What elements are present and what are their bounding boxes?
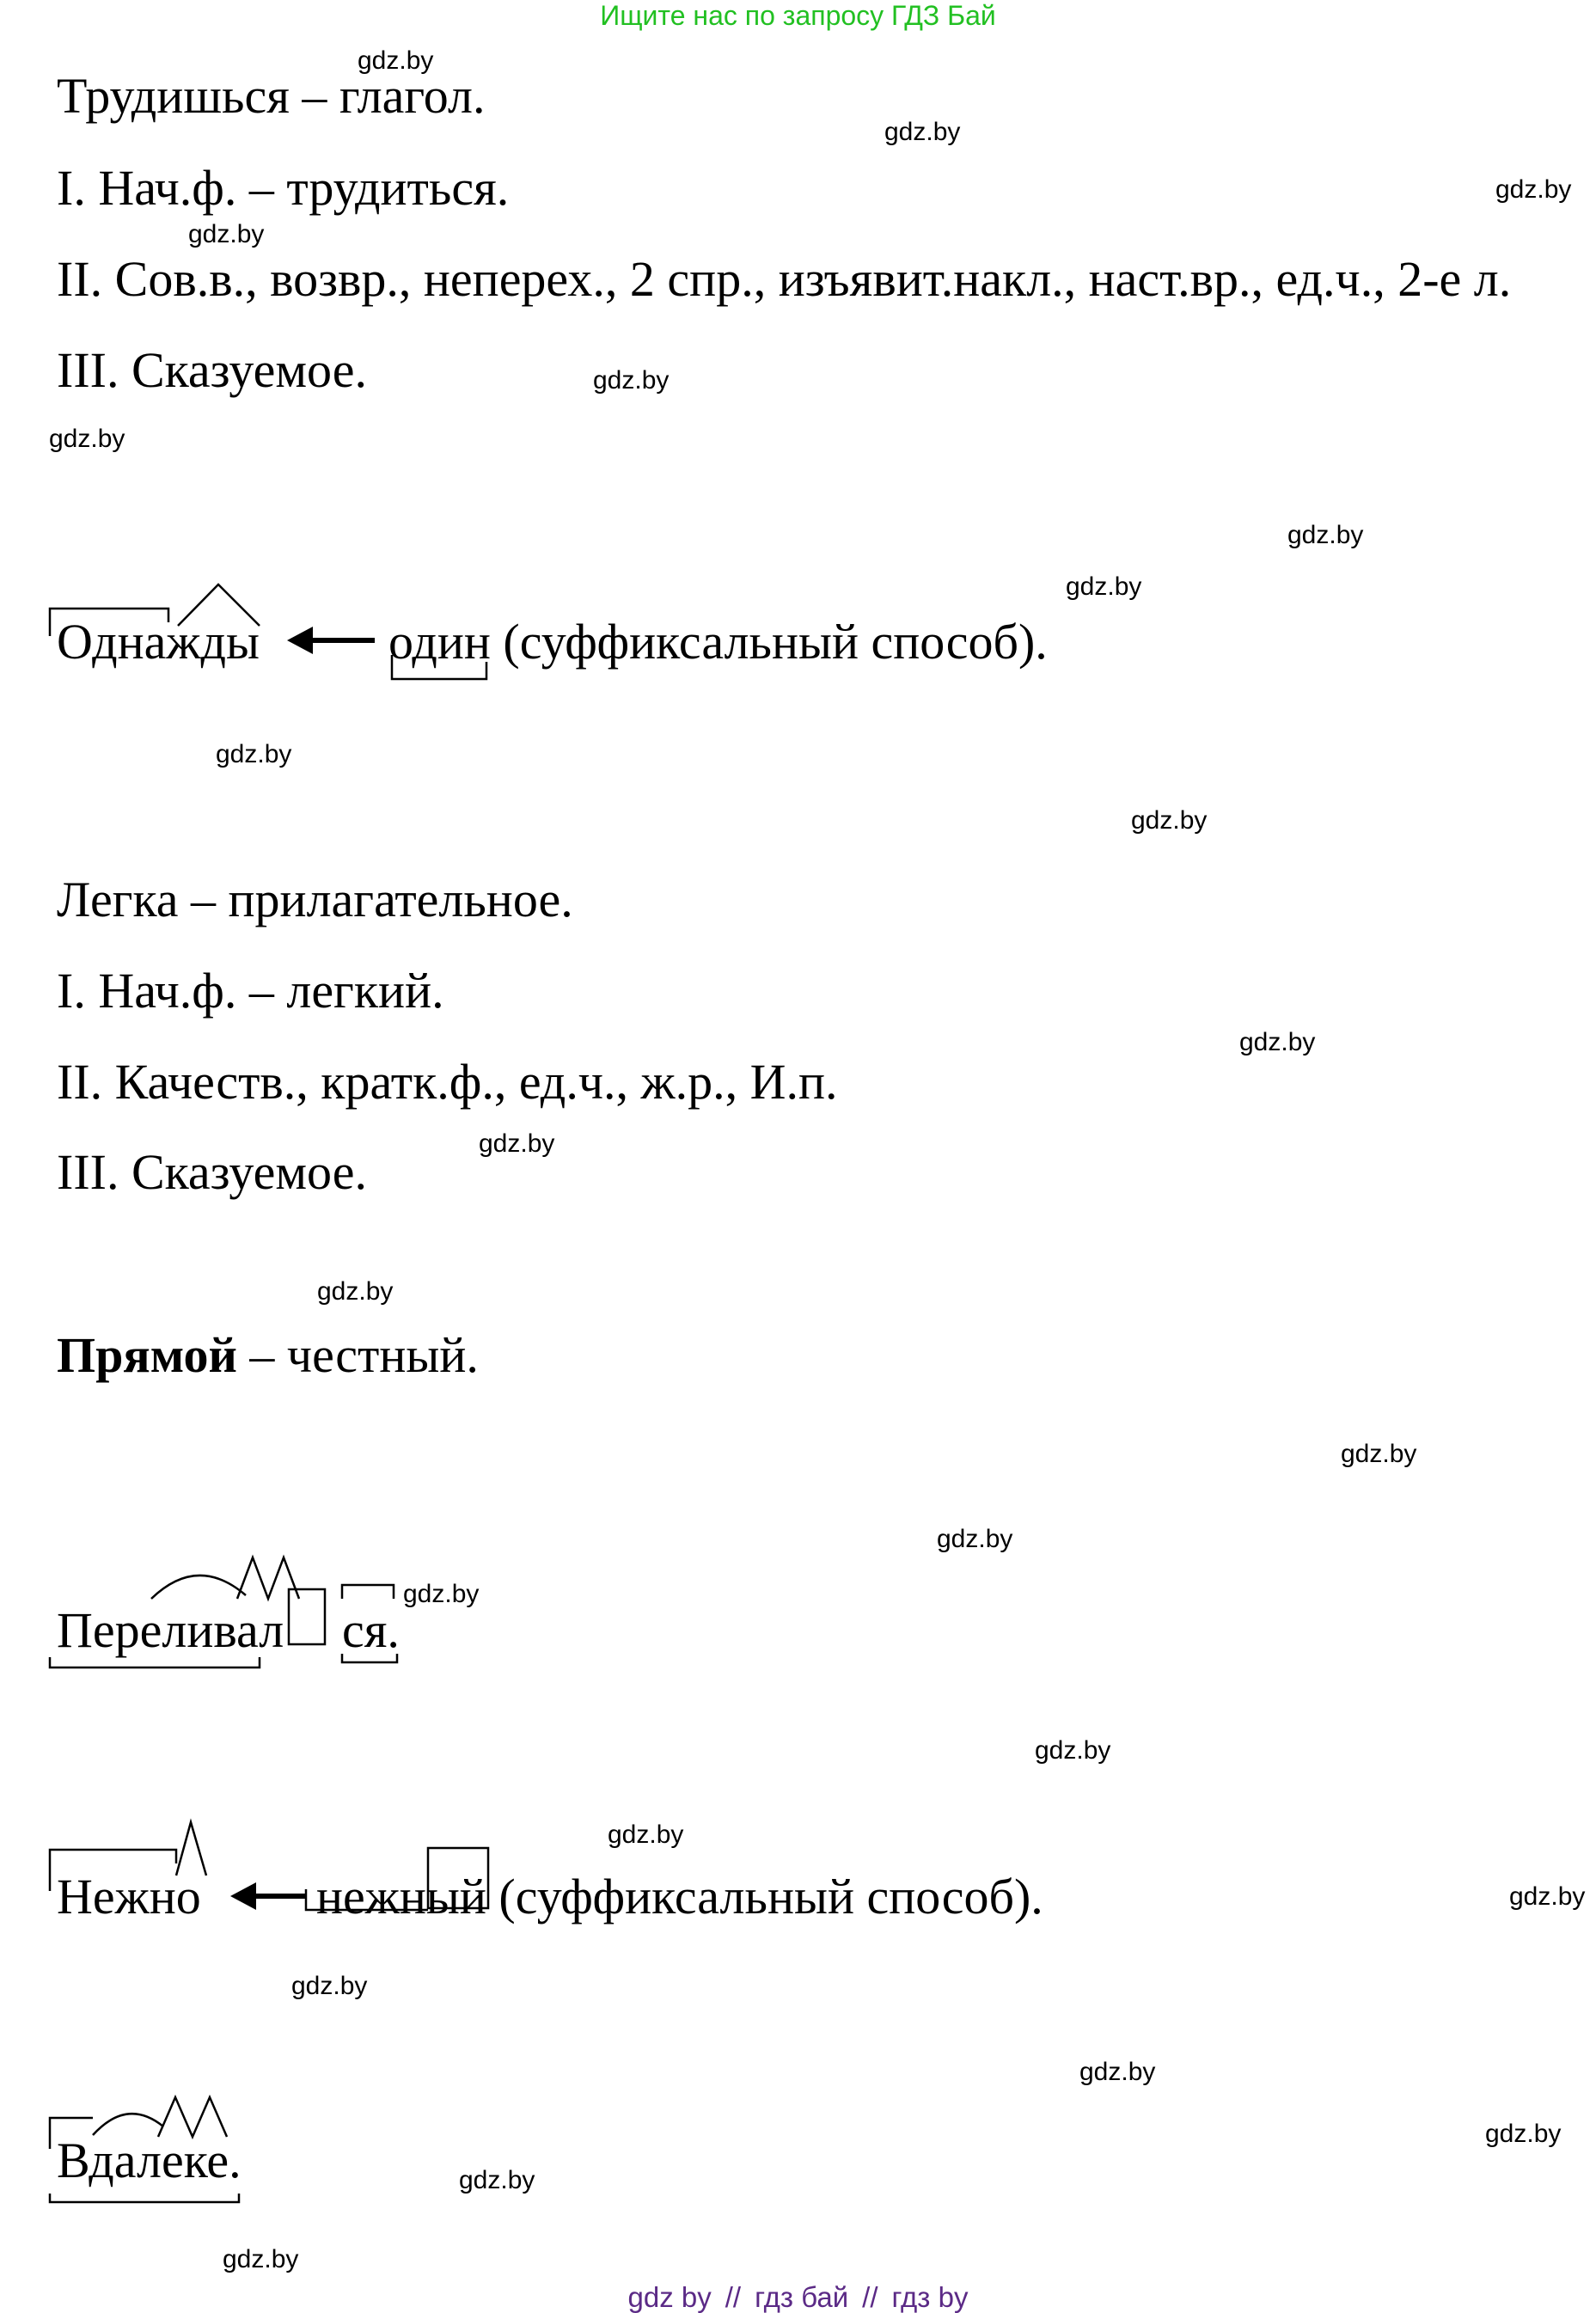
watermark: gdz.by [1287,521,1364,549]
word2-stem: Переливал [57,1602,284,1658]
block2-title: Легка – прилагательное. [57,872,573,927]
watermark: gdz.by [1079,2058,1156,2086]
watermark: gdz.by [1509,1882,1586,1911]
top-banner[interactable]: Ищите нас по запросу ГДЗ Бай [600,0,996,31]
block1-title: Трудишься – глагол. [57,68,486,124]
watermark: gdz.by [1066,572,1142,601]
synonym-line [57,1327,479,1383]
block2-line3: III. Сказуемое. [57,1144,367,1200]
synonym-rest: – честный. [236,1327,479,1383]
word2-suffix-mark [237,1557,299,1599]
footer-link-gdz-bai[interactable]: гдз бай [755,2281,849,2313]
watermark: gdz.by [223,2245,299,2273]
footer-link-gdz-by-2[interactable]: гдз by [891,2281,969,2313]
word2-postfix: ся. [342,1602,400,1658]
word4-base-mark [50,2194,239,2202]
block2-line2: II. Качеств., кратк.ф., ед.ч., ж.р., И.п. [57,1054,838,1110]
word3-arrow-icon [230,1882,306,1910]
watermark: gdz.by [459,2166,535,2194]
watermark: gdz.by [49,425,125,453]
footer-link-gdz-by[interactable]: gdz by [627,2281,712,2313]
footer-separator: // [862,2281,878,2313]
block1-line2: II. Сов.в., возвр., неперех., 2 спр., изъявит.накл., наст.вр., ед.ч., 2-е л. [57,251,1512,307]
word4-suffix-mark [158,2097,227,2137]
bottom-footer [0,2281,1596,2313]
watermark: gdz.by [216,740,292,768]
block1-line3: III. Сказуемое. [57,342,367,398]
watermark: gdz.by [358,46,434,75]
watermark: gdz.by [884,118,961,146]
watermark: gdz.by [403,1580,480,1608]
watermark: gdz.by [1341,1440,1417,1468]
word1-source: один (суффиксальный способ). [388,614,1048,670]
block2-line1: I. Нач.ф. – легкий. [57,963,444,1019]
block1-line1: I. Нач.ф. – трудиться. [57,160,510,216]
watermark: gdz.by [1131,806,1208,835]
watermark: gdz.by [479,1129,555,1158]
watermark: gdz.by [317,1277,394,1306]
watermark: gdz.by [608,1820,684,1849]
watermark: gdz.by [593,366,670,395]
word2-postfix-mark [342,1585,394,1599]
watermark: gdz.by [1495,175,1572,204]
watermark: gdz.by [1035,1736,1111,1765]
word2-root-mark [151,1576,246,1599]
footer-separator: // [725,2281,742,2313]
word3-source: нежный (суффиксальный способ). [316,1869,1043,1924]
word1-word: Однажды [57,614,260,670]
synonym-word: Прямой [57,1327,237,1383]
word3-word: Нежно [57,1869,201,1924]
watermark: gdz.by [1485,2120,1562,2148]
word2-ending-mark [289,1589,325,1644]
watermark: gdz.by [1239,1028,1316,1056]
word1-arrow-icon [287,627,375,654]
watermark: gdz.by [937,1525,1013,1553]
word3-suffix-mark [176,1822,206,1875]
watermark: gdz.by [188,220,265,248]
word2-base-mark [50,1657,260,1667]
word4-word: Вдалеке. [57,2132,242,2188]
watermark: gdz.by [291,1972,368,2000]
